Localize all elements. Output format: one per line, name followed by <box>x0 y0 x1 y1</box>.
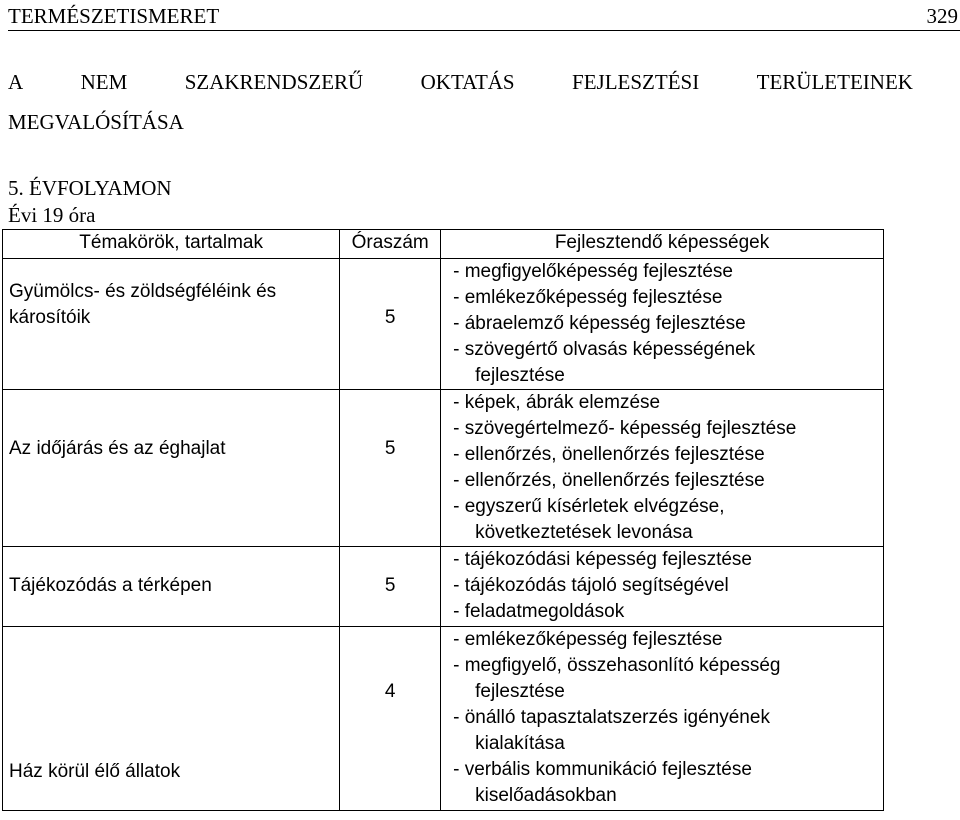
hours-value: 4 <box>384 681 396 702</box>
skills-cell <box>441 390 884 547</box>
topic-cell <box>3 259 340 390</box>
skill-item: - ellenőrzés, önellenőrzés fejlesztése <box>453 444 765 465</box>
skill-item: - megfigyelő, összehasonlító képesség <box>453 655 781 676</box>
hours-value: 5 <box>384 575 396 596</box>
skills-list <box>453 627 883 809</box>
topic-cell <box>3 547 340 627</box>
skill-item: - önálló tapasztalatszerzés igényének <box>453 707 770 728</box>
skills-list <box>453 259 883 389</box>
curriculum-table <box>2 229 884 811</box>
annual-hours: Évi 19 óra <box>8 203 96 227</box>
skill-item: - egyszerű kísérletek elvégzése, <box>453 496 725 517</box>
title-word: OKTATÁS <box>420 70 515 94</box>
skill-item: - feladatmegoldások <box>453 601 625 622</box>
skills-cell <box>441 627 884 811</box>
skill-item: - képek, ábrák elemzése <box>453 392 661 413</box>
table-header-row <box>3 230 884 259</box>
hours-value: 5 <box>384 307 396 328</box>
hours-cell <box>340 390 441 547</box>
column-header-hours: Óraszám <box>340 230 441 259</box>
table-row <box>3 259 884 390</box>
topic-cell <box>3 627 340 811</box>
skill-item: következtetések levonása <box>475 522 693 543</box>
skills-cell <box>441 547 884 627</box>
skills-list <box>453 390 883 546</box>
table-row <box>3 390 884 547</box>
skill-item: kialakítása <box>475 733 565 754</box>
topic-text: Ház körül élő állatok <box>9 761 181 782</box>
topic-text: Tájékozódás a térképen <box>9 575 212 596</box>
column-header-skills: Fejlesztendő képességek <box>441 230 884 259</box>
title-word: SZAKRENDSZERŰ <box>184 70 364 94</box>
subject-title: TERMÉSZETISMERET <box>8 4 220 28</box>
skill-item: - szövegértő olvasás képességének <box>453 339 756 360</box>
skills-cell <box>441 259 884 390</box>
skill-item: - ábraelemző képesség fejlesztése <box>453 313 746 334</box>
skill-item: fejlesztése <box>475 365 565 386</box>
topic-text: károsítóik <box>9 307 91 328</box>
topic-cell <box>3 390 340 547</box>
hours-cell <box>340 547 441 627</box>
title-word: FEJLESZTÉSI <box>572 70 700 94</box>
skill-item: - emlékezőképesség fejlesztése <box>453 629 723 650</box>
hours-cell <box>340 627 441 811</box>
topic-text: Gyümölcs- és zöldségféléink és <box>9 281 277 302</box>
title-word: TERÜLETEINEK <box>756 70 913 94</box>
skill-item: - megfigyelőképesség fejlesztése <box>453 261 733 282</box>
table-body <box>3 259 884 811</box>
topic-text: Az időjárás és az éghajlat <box>9 438 226 459</box>
skill-item: fejlesztése <box>475 681 565 702</box>
skill-item: - szövegértelmező- képesség fejlesztése <box>453 418 797 439</box>
hours-cell <box>340 259 441 390</box>
section-title-line1 <box>8 70 913 95</box>
skill-item: - ellenőrzés, önellenőrzés fejlesztése <box>453 470 765 491</box>
skills-list <box>453 547 883 625</box>
title-word: A <box>8 70 24 94</box>
table-row <box>3 627 884 811</box>
hours-value: 5 <box>384 438 396 459</box>
title-word: NEM <box>80 70 128 94</box>
skill-item: - tájékozódási képesség fejlesztése <box>453 549 752 570</box>
table-row <box>3 547 884 627</box>
page-number: 329 <box>926 4 958 28</box>
running-header <box>8 4 960 31</box>
skill-item: - verbális kommunikáció fejlesztése <box>453 759 752 780</box>
column-header-topics: Témakörök, tartalmak <box>3 230 340 259</box>
skill-item: kiselőadásokban <box>475 785 617 806</box>
section-title-line2: MEGVALÓSÍTÁSA <box>8 110 184 134</box>
skill-item: - emlékezőképesség fejlesztése <box>453 287 723 308</box>
grade-heading: 5. ÉVFOLYAMON <box>8 176 172 200</box>
skill-item: - tájékozódás tájoló segítségével <box>453 575 729 596</box>
